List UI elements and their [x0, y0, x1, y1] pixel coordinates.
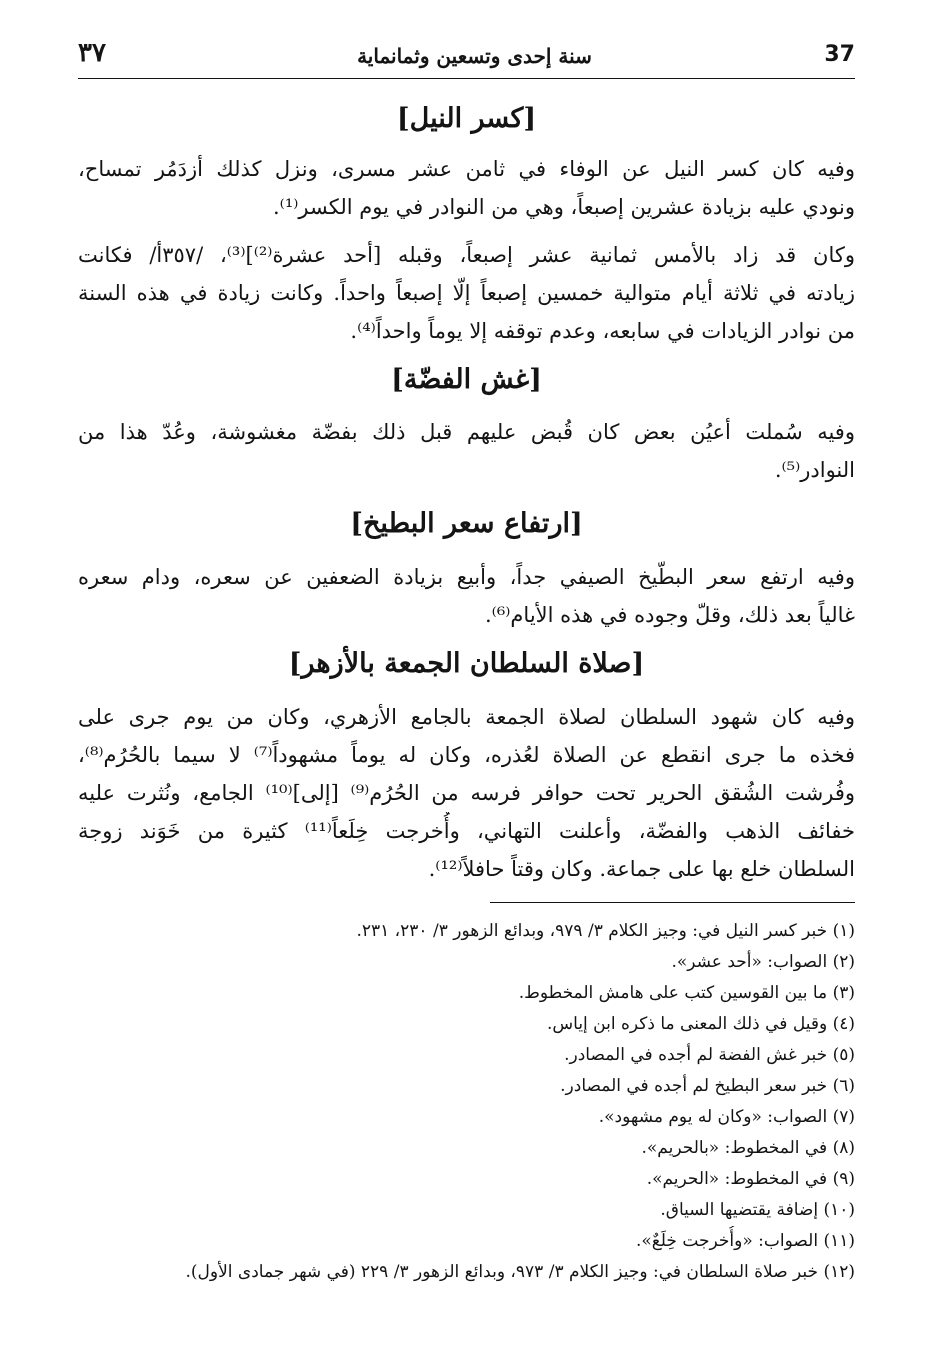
- footnote-rule: [490, 902, 855, 903]
- footnote: (٦) خبر سعر البطيخ لم أجده في المصادر.: [560, 1076, 855, 1096]
- footnote: (١١) الصواب: «وأُخرجت خِلَعٌ».: [635, 1231, 855, 1251]
- footnote: (٩) في المخطوط: «الحريم».: [646, 1169, 855, 1189]
- footnote: (٤) وقيل في ذلك المعنى ما ذكره ابن إياس.: [546, 1014, 855, 1034]
- text-line: النوادر⁽⁵⁾.: [774, 458, 855, 482]
- text-line: من نوادر الزيادات في سابعه، وعدم توقفه إلا يوماً واحداً⁽⁴⁾.: [350, 319, 855, 343]
- paragraph: [78, 558, 855, 634]
- text-line: خفائف الذهب والفضّة، وأعلنت التهاني، وأُخرجت خِلَعاً⁽¹¹⁾ كثيرة من خَوَند زوجة: [78, 819, 855, 843]
- text-line: السلطان خلع بها على جماعة. وكان وقتاً حافلاً⁽¹²⁾.: [428, 857, 855, 881]
- page-number-arabic: ٣٧: [78, 38, 106, 68]
- footnote: (٥) خبر غش الفضة لم أجده في المصادر.: [564, 1045, 855, 1065]
- section-title: [صلاة السلطان الجمعة بالأزهر]: [288, 648, 645, 679]
- footnote: (١٢) خبر صلاة السلطان في: وجيز الكلام ٣/ ٩٧٣، وبدائع الزهور ٣/ ٢٢٩ (في شهر جمادى الأول).: [185, 1262, 855, 1282]
- text-line: وفيه كان شهود السلطان لصلاة الجمعة بالجامع الأزهري، وكان من يوم جرى على: [78, 705, 855, 729]
- footnotes: [78, 916, 855, 1288]
- section-title: [غش الفضّة]: [391, 364, 542, 395]
- footnote: (١٠) إضافة يقتضيها السياق.: [660, 1200, 855, 1220]
- section-title: [ارتفاع سعر البطيخ]: [350, 508, 583, 539]
- footnote: (١) خبر كسر النيل في: وجيز الكلام ٣/ ٩٧٩، وبدائع الزهور ٣/ ٢٣٠، ٢٣١.: [356, 921, 855, 941]
- text-line: وكان قد زاد بالأمس ثمانية عشر إصبعاً، وقبله [أحد عشرة⁽²⁾]⁽³⁾، /٣٥٧أ/ فكانت: [78, 243, 855, 267]
- text-line: غالياً بعد ذلك، وقلّ وجوده في هذه الأيام⁽⁶⁾.: [485, 603, 855, 627]
- footnote: (٨) في المخطوط: «بالحريم».: [641, 1138, 855, 1158]
- footnote: (٢) الصواب: «أحد عشر».: [671, 952, 855, 972]
- text-line: وفيه كان كسر النيل عن الوفاء في ثامن عشر مسرى، ونزل كذلك أزدَمُر تمساح،: [78, 157, 855, 181]
- footnote: (٧) الصواب: «وكان له يوم مشهود».: [598, 1107, 855, 1127]
- paragraph: [78, 698, 855, 888]
- text-line: وفيه سُملت أعيُن بعض كان قُبض عليهم قبل ذلك بفضّة مغشوشة، وعُدّ هذا من: [78, 420, 855, 444]
- text-line: ونودي عليه بزيادة عشرين إصبعاً، وهي من النوادر في يوم الكسر⁽¹⁾.: [273, 195, 855, 219]
- paragraph: [78, 150, 855, 226]
- running-title: سنة إحدى وتسعين وثمانماية: [357, 44, 592, 68]
- page-number-latin: 37: [824, 42, 855, 67]
- paragraph: [78, 413, 855, 489]
- text-line: وفُرشت الشُقق الحرير تحت حوافر فرسه من الحُرُم⁽⁹⁾ [إلى]⁽¹⁰⁾ الجامع، ونُثرت عليه: [78, 781, 855, 805]
- text-line: فخذه ما جرى انقطع عن الصلاة لعُذره، وكان له يوماً مشهوداً⁽⁷⁾ لا سيما بالحُرُم⁽⁸⁾،: [78, 743, 855, 767]
- text-line: وفيه ارتفع سعر البطّيخ الصيفي جداً، وأبيع بزيادة الضعفين عن سعره، ودام سعره: [78, 565, 855, 589]
- section-title: [كسر النيل]: [396, 103, 537, 134]
- paragraph: [78, 236, 855, 350]
- footnote: (٣) ما بين القوسين كتب على هامش المخطوط.: [518, 983, 855, 1003]
- text-line: زيادته في ثلاثة أيام متوالية خمسين إصبعاً إلّا إصبعاً واحداً. وكانت زيادة في هذه السنة: [78, 281, 855, 305]
- header-rule: [78, 78, 855, 79]
